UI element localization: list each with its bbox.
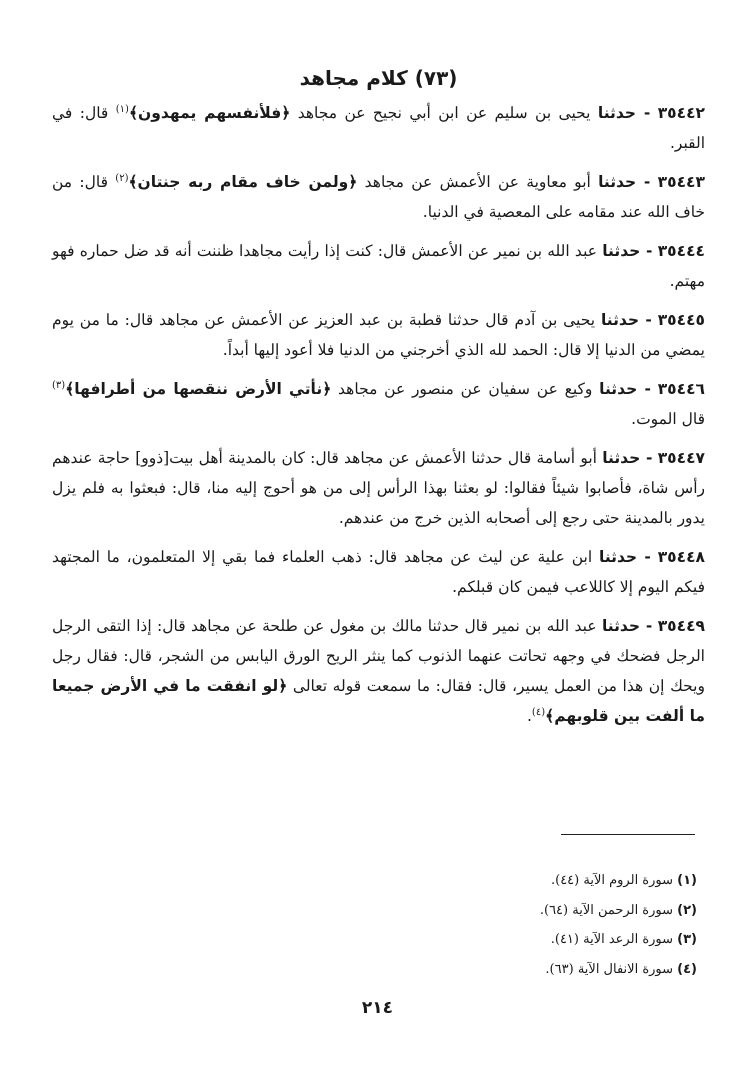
- footnote: [57, 925, 697, 955]
- entry-number: ٣٥٤٤٨: [657, 548, 706, 566]
- entry-35445: [52, 305, 705, 365]
- entry-35443: [52, 167, 705, 227]
- footnote-ref: (٢): [115, 172, 129, 184]
- footnote-number: (١): [677, 873, 697, 888]
- entry-lead: - حدثنا: [597, 104, 651, 122]
- entry-35449: [52, 611, 705, 731]
- entry-text: أبو معاوية عن الأعمش عن مجاهد: [364, 173, 591, 191]
- entry-35442: [52, 98, 705, 158]
- quran-quote: ﴿فلأنفسهم يمهدون﴾: [128, 104, 291, 122]
- quran-quote: ﴿نأتي الأرض ننقصها من أطرافها﴾: [65, 380, 332, 398]
- entry-after: قال الموت.: [631, 410, 705, 428]
- footnote-number: (٣): [677, 932, 697, 947]
- entry-text: يحيى بن سليم عن ابن أبي نجيح عن مجاهد: [297, 104, 591, 122]
- entry-35447: [52, 443, 705, 533]
- footnote-number: (٢): [677, 902, 697, 918]
- entry-text: ابن علية عن ليث عن مجاهد قال: ذهب العلماء فما بقي إلا المتعلمون، ما المجتهد فيكم اليوم إلا كاللاعب فيمن كان قبلكم.: [52, 548, 705, 596]
- footnote-text: سورة الروم الآية (٤٤).: [550, 873, 674, 888]
- entry-after: قال: في القبر.: [52, 104, 705, 152]
- entry-number: ٣٥٤٤٧: [657, 449, 705, 467]
- footnotes: [57, 866, 697, 984]
- entry-lead: - حدثنا: [601, 617, 653, 635]
- quran-quote: ﴿ولمن خاف مقام ربه جنتان﴾: [128, 173, 358, 191]
- entry-text: عبد الله بن نمير عن الأعمش قال: كنت إذا رأيت مجاهدا ظننت أنه قد ضل حماره فهو مهتم.: [52, 242, 705, 290]
- footnote-number: (٤): [677, 961, 697, 977]
- footnote-text: سورة الرحمن الآية (٦٤).: [539, 902, 674, 918]
- footnote: [57, 955, 697, 985]
- entry-number: ٣٥٤٤٥: [657, 311, 705, 329]
- entry-lead: - حدثنا: [600, 311, 652, 329]
- entry-lead: - حدثنا: [599, 380, 651, 398]
- footnote-text: سورة الرعد الآية (٤١).: [550, 932, 674, 947]
- entry-35446: [52, 374, 705, 434]
- entry-number: ٣٥٤٤٦: [657, 380, 705, 398]
- quran-quote: ﴿لو انفقت ما في الأرض جميعا ما ألفت بين قلوبهم﴾: [52, 677, 705, 725]
- entry-lead: - حدثنا: [602, 449, 653, 467]
- entry-text: وكيع عن سفيان عن منصور عن مجاهد: [338, 380, 593, 398]
- entry-number: ٣٥٤٤٤: [657, 242, 705, 260]
- entry-lead: - حدثنا: [598, 173, 651, 191]
- entry-number: ٣٥٤٤٣: [657, 173, 705, 191]
- entry-text: عبد الله بن نمير قال حدثنا مالك بن مغول عن طلحة عن مجاهد قال: إذا التقى الرجل الرجل فضحك في وجهه تحاتت عنهما الذنوب كما ينثر الريح الورق اليابس من الشجر، قال: فقال رجل ويحك إن هذا من العمل يسير، قال: فقال: ما سمعت قوله تعالى: [52, 617, 705, 695]
- entries: [52, 98, 705, 731]
- footnote: [57, 866, 697, 896]
- entry-lead: - حدثنا: [599, 548, 651, 566]
- entry-35448: [52, 542, 705, 602]
- footnote-ref: (٣): [52, 379, 66, 391]
- footnote: [57, 896, 697, 926]
- entry-text: أبو أسامة قال حدثنا الأعمش عن مجاهد قال: كان بالمدينة أهل بيت[ذوو] حاجة عندهم رأس شاة، فأصابوا شيئاً فقالوا: لو بعثنا بهذا الرأس إلى من هو أحوج إليه منا، قال: فبعثوا به فلم يزل يدور بالمدينة حتى رجع إلى أصحابه الذين خرج من عندهم.: [52, 449, 705, 527]
- entry-number: ٣٥٤٤٢: [657, 104, 706, 122]
- footnote-divider: [561, 834, 695, 835]
- entry-lead: - حدثنا: [602, 242, 653, 260]
- entry-35444: [52, 236, 705, 296]
- entry-after: .: [526, 707, 532, 725]
- entry-text: يحيى بن آدم قال حدثنا قطبة بن عبد العزيز عن الأعمش عن مجاهد قال: ما من يوم يمضي من الدنيا إلا قال: الحمد لله الذي أخرجني من الدنيا فلا أعود إليها أبداً.: [52, 311, 705, 359]
- entry-number: ٣٥٤٤٩: [657, 617, 706, 635]
- entry-after: قال: من خاف الله عند مقامه على المعصية في الدنيا.: [52, 173, 705, 221]
- page-number: ٢١٤: [361, 998, 394, 1018]
- chapter-title: (٧٣) كلام مجاهد: [299, 66, 458, 90]
- footnote-text: سورة الانفال الآية (٦٣).: [545, 961, 674, 977]
- footnote-ref: (٤): [531, 706, 546, 718]
- footnote-ref: (١): [115, 103, 129, 115]
